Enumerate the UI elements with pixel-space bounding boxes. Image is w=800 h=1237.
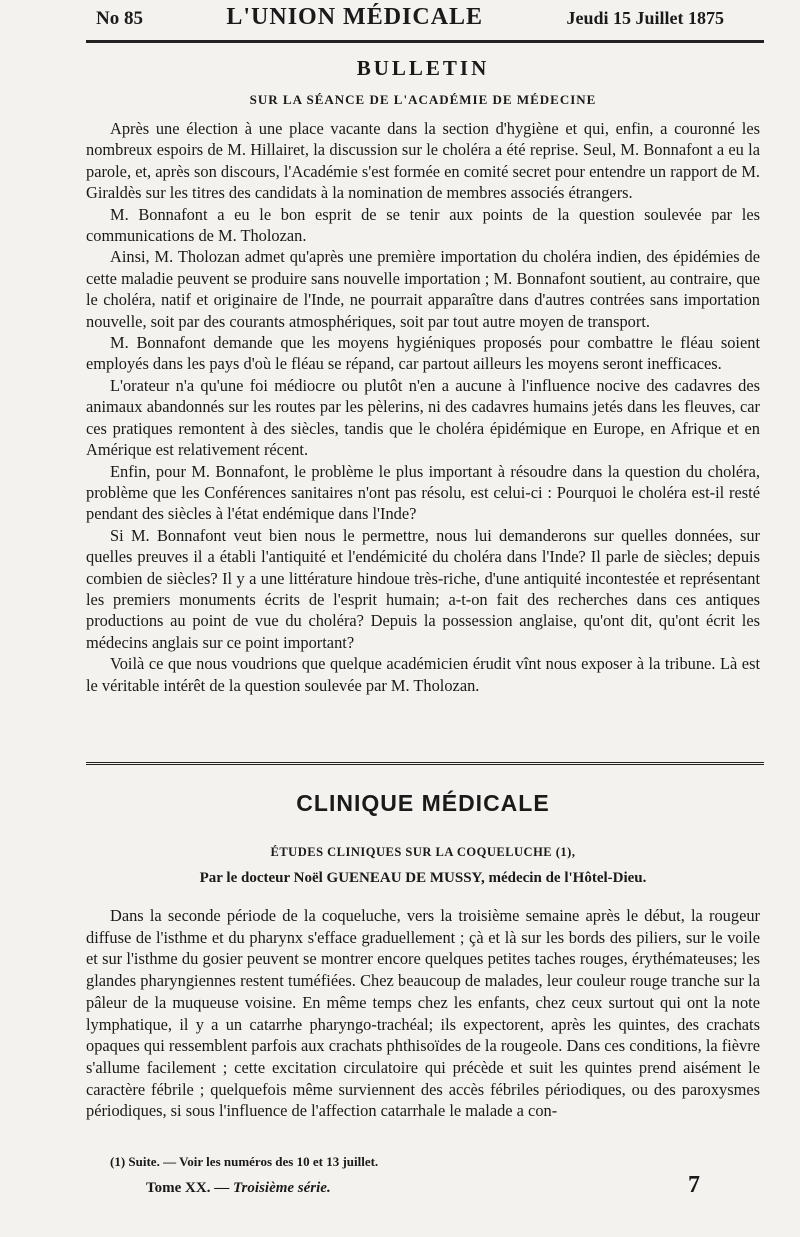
bulletin-heading: BULLETIN — [356, 56, 490, 80]
bulletin-paragraph: L'orateur n'a qu'une foi médiocre ou plutôt n'en a aucune à l'influence nocive des cadavres des animaux abandonnés sur les routes par les pèlerins, ni des cadavres humains jetés dans les fleuves, car ces pratiques remontent à des siècles, tandis que le choléra épidémique en Europe, en Afrique et en Amérique est relativement récent. — [86, 375, 760, 460]
clinique-paragraph: Dans la seconde période de la coqueluche, vers la troisième semaine après le début, la rougeur diffuse de l'isthme et du pharynx s'efface graduellement ; çà et là sur les bords des piliers, sur le voile et sur l'isthme du gosier peuvent se montrer encore quelques petites taches rouges, érythémateuses; les glandes pharyngiennes restent tuméfiées. Chez beaucoup de malades, leur couleur rouge tranche sur la pâleur de la muqueuse voisine. En même temps chez les enfants, chez ceux surtout qui ont la note lymphatique, il y a un catarrhe pharyngo-trachéal; ils expectorent, après les quintes, des crachats opaques qui ressemblent parfois aux crachats phthisoïdes de la rougeole. Dans ces conditions, la fièvre s'allume facilement ; cette excitation circulatoire qui précède et suit les quintes prend aisément le caractère fébrile ; quelquefois même surviennent des accès fébriles périodiques, ou des paroxysmes périodiques, si sous l'influence de l'affection catarrhale le malade a con- — [86, 906, 760, 1121]
clinique-body — [86, 905, 760, 1122]
page-footer — [146, 1172, 700, 1199]
top-divider — [86, 40, 764, 43]
clinique-author: Par le docteur Noël GUENEAU DE MUSSY, médecin de l'Hôtel-Dieu. — [199, 870, 647, 886]
bulletin-paragraph: Après une élection à une place vacante dans la section d'hygiène et qui, enfin, a couronné les nombreux espoirs de M. Hillairet, la discussion sur le choléra a été reprise. Seul, M. Bonnafont a eu la parole, et, après son discours, l'Académie s'est formée en comité secret pour entendre un rapport de M. Giraldès sur les titres des candidats à la nomination de membres associés étrangers. — [86, 119, 760, 203]
page-number: 7 — [688, 1172, 700, 1198]
bulletin-paragraph: M. Bonnafont demande que les moyens hygiéniques proposés pour combattre le fléau soient employés dans les pays d'où le fléau se répand, car partout ailleurs les moyens seront inefficaces. — [86, 333, 760, 374]
bulletin-paragraph: Voilà ce que nous voudrions que quelque académicien érudit vînt nous exposer à la tribune. Là est le véritable intérêt de la question soulevée par M. Tholozan. — [86, 654, 760, 695]
section-divider — [86, 762, 764, 765]
bulletin-subheading: SUR LA SÉANCE DE L'ACADÉMIE DE MÉDECINE — [249, 92, 597, 107]
volume-label: Tome XX. — — [146, 1180, 230, 1196]
bulletin-paragraph: M. Bonnafont a eu le bon esprit de se tenir aux points de la question soulevée par les communications de M. Tholozan. — [86, 204, 760, 246]
bulletin-paragraph: Enfin, pour M. Bonnafont, le problème le plus important à résoudre dans la question du choléra, problème que les Conférences sanitaires n'ont pas résolu, est celui-ci : Pourquoi le choléra est-il resté pendant des siècles à l'état endémique dans l'Inde? — [86, 461, 760, 524]
footnote: (1) Suite. — Voir les numéros des 10 et 13 juillet. — [110, 1154, 379, 1169]
series-label: Troisième série. — [232, 1180, 331, 1196]
bulletin-paragraph: Ainsi, M. Tholozan admet qu'après une première importation du choléra indien, des épidémies de cette maladie peuvent se produire sans nouvelle importation ; M. Bonnafont soutient, au contraire, que le choléra, natif et originaire de l'Inde, ne pourrait apparaître dans d'autres contrées sans importation nouvelle, soit par des courants atmosphériques, soit par tout autre moyen de transport. — [86, 247, 760, 331]
bulletin-body — [86, 118, 760, 696]
volume-info — [146, 1180, 331, 1197]
clinique-subheading: ÉTUDES CLINIQUES SUR LA COQUELUCHE (1), — [270, 845, 576, 859]
bulletin-paragraph: Si M. Bonnafont veut bien nous le permettre, nous lui demanderons sur quelles données, sur quelles preuves il a établi l'antiquité et l'endémicité du choléra dans l'Inde? Il parle de siècles; depuis combien de siècles? Il y a une littérature hindoue très-riche, d'une antiquité incontestée et représentant les premiers monuments écrits de l'esprit humain; a-t-on fait des recherches dans ces antiques productions au point de vue du choléra? Depuis la possession anglaise, qu'ont dit, qu'ont écrit les médecins anglais sur ce point important? — [86, 525, 760, 652]
issue-number: No 85 — [96, 8, 143, 29]
clinique-heading: CLINIQUE MÉDICALE — [296, 790, 550, 816]
issue-date: Jeudi 15 Juillet 1875 — [566, 8, 724, 28]
masthead — [96, 4, 724, 34]
journal-title: L'UNION MÉDICALE — [226, 4, 484, 30]
